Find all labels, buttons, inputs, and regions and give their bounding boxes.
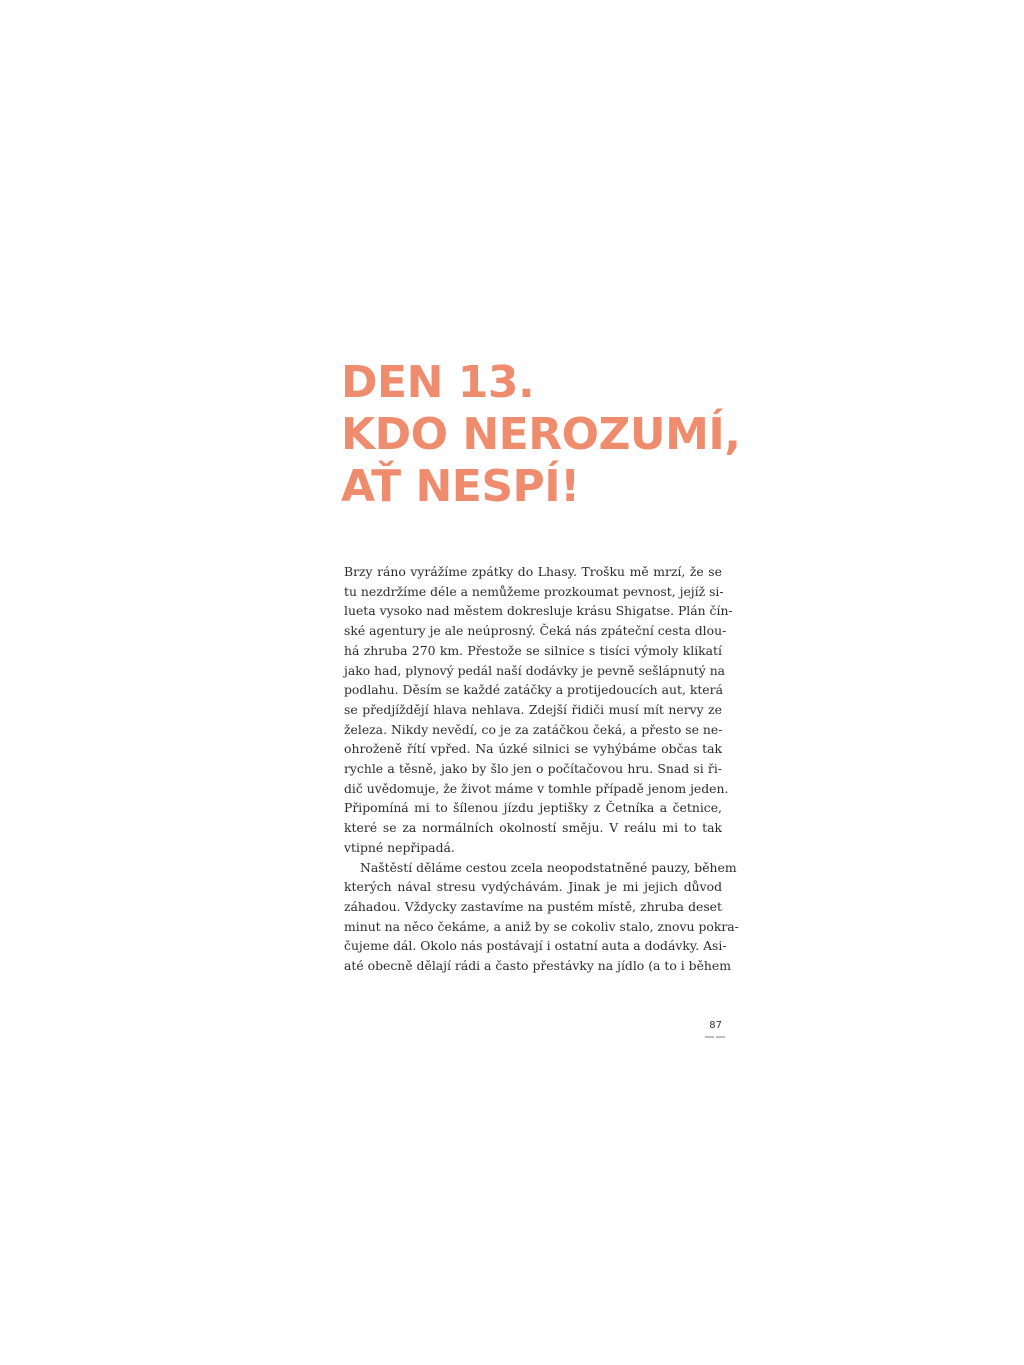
text-line: há zhruba 270 km. Přestože se silnice s tisíci výmoly klikatí [344,642,722,658]
marker-dash [716,1036,725,1038]
text-line: záhadou. Vždycky zastavíme na pustém místě, zhruba deset [344,898,722,914]
chapter-title-line: DEN 13. [341,357,535,408]
text-line: vtipné nepřipadá. [344,839,455,855]
text-line: Naštěstí děláme cestou zcela neopodstatněné pauzy, během [360,859,737,875]
text-line: Připomíná mi to šílenou jízdu jeptišky z Četníka a četnice, [344,800,722,816]
text-line: ské agentury je ale neúprosný. Čeká nás zpáteční cesta dlou- [344,623,727,639]
text-line: rychle a těsně, jako by šlo jen o počítačovou hru. Snad si ři- [344,761,722,777]
text-line: dič uvědomuje, že život máme v tomhle případě jenom jeden. [344,780,729,796]
text-line: se předjíždějí hlava nehlava. Zdejší řidiči musí mít nervy ze [344,701,722,717]
text-line: jako had, plynový pedál naší dodávky je pevně sešlápnutý na [344,662,726,678]
text-line: železa. Nikdy nevědí, co je za zatáčkou čeká, a přesto se ne- [344,721,723,737]
text-line: tu nezdržíme déle a nemůžeme prozkoumat pevnost, jejíž si- [344,583,724,599]
page-number: 87 [709,1020,722,1031]
body-text [344,562,739,976]
chapter-title-line: AŤ NESPÍ! [341,461,580,512]
chapter-title-line: KDO NEROZUMÍ, [341,409,741,460]
text-line: podlahu. Děsím se každé zatáčky a protijedoucích aut, která [344,682,723,698]
page-marker-decoration [705,1036,725,1039]
marker-dash [705,1036,714,1038]
text-line: lueta vysoko nad městem dokresluje krásu Shigatse. Plán čín- [344,603,733,619]
text-line: minut na něco čekáme, a aniž by se cokoliv stalo, znovu pokra- [344,918,739,934]
text-line: které se za normálních okolností směju. V reálu mi to tak [344,820,722,836]
text-line: kterých nával stresu vydýchávám. Jinak je mi jejich důvod [344,879,722,895]
text-line: Brzy ráno vyrážíme zpátky do Lhasy. Trošku mě mrzí, že se [344,564,722,579]
text-line: ohroženě řítí vpřed. Na úzké silnici se vyhýbáme občas tak [344,741,722,757]
text-line: até obecně dělají rádi a často přestávky na jídlo (a to i během [344,958,731,974]
chapter-title [341,357,761,513]
text-line: čujeme dál. Okolo nás postávají i ostatní auta a dodávky. Asi- [344,938,727,954]
